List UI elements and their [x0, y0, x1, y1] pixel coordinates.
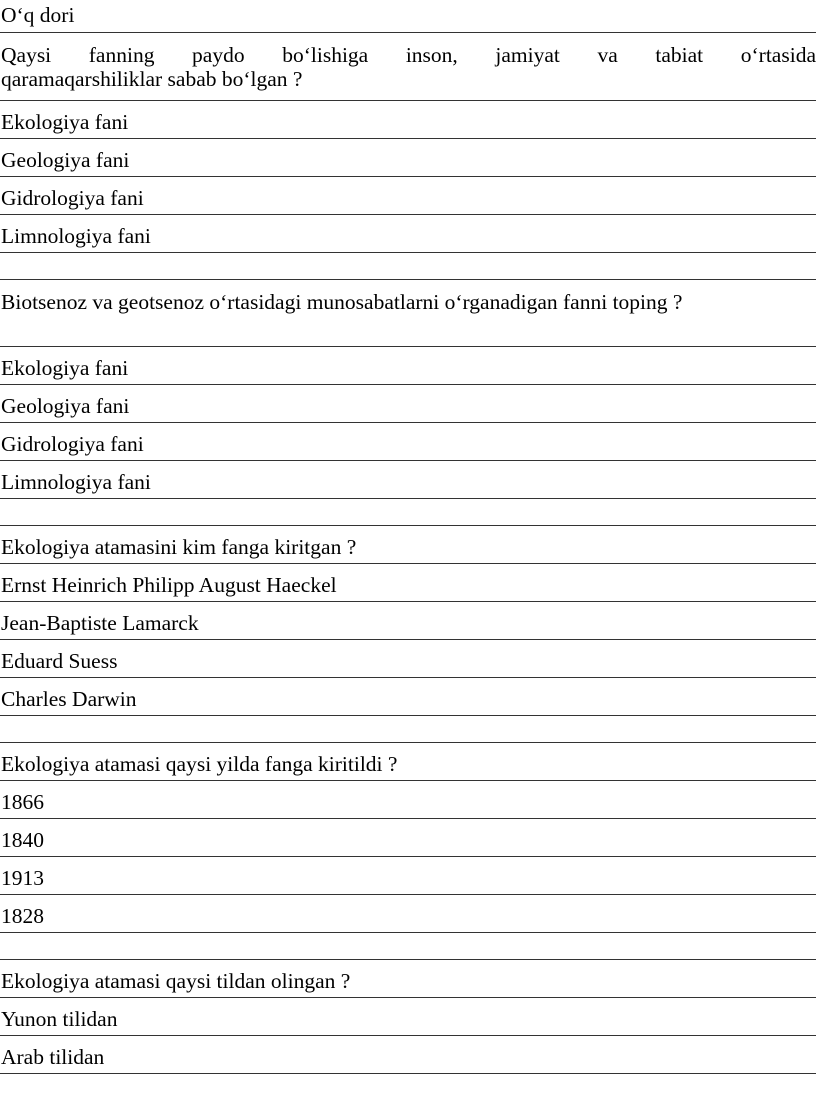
- answer-option[interactable]: [0, 895, 816, 933]
- answer-option-label: 1913: [1, 866, 44, 890]
- question-text-1-line-2: qaramaqarshiliklar sabab bo‘lgan ?: [1, 67, 303, 91]
- answer-option-label: Geologiya fani: [1, 148, 130, 172]
- answer-option[interactable]: [0, 385, 816, 423]
- answer-option[interactable]: [0, 177, 816, 215]
- spacer-row: [0, 933, 816, 960]
- answer-option-label: Arab tilidan: [1, 1045, 105, 1069]
- answer-option-label: 1840: [1, 828, 44, 852]
- answer-option-label: Ernst Heinrich Philipp August Haeckel: [1, 573, 337, 597]
- answer-option-label: Limnologiya fani: [1, 470, 151, 494]
- answer-option[interactable]: [0, 781, 816, 819]
- answer-option-label: Geologiya fani: [1, 394, 130, 418]
- answer-option-label: Gidrologiya fani: [1, 186, 144, 210]
- answer-option-label: Gidrologiya fani: [1, 432, 144, 456]
- question-row-4: [0, 743, 816, 781]
- answer-option-label: Ekologiya fani: [1, 356, 129, 380]
- answer-option-label: Yunon tilidan: [1, 1007, 118, 1031]
- question-row-5: [0, 960, 816, 998]
- answer-option-label: 1866: [1, 790, 44, 814]
- question-text-3: Ekologiya atamasini kim fanga kiritgan ?: [1, 535, 357, 559]
- answer-option[interactable]: [0, 602, 816, 640]
- answer-option[interactable]: [0, 101, 816, 139]
- answer-option[interactable]: [0, 347, 816, 385]
- question-row-2: [0, 280, 816, 347]
- answer-option-label: Limnologiya fani: [1, 224, 151, 248]
- question-text-4: Ekologiya atamasi qaysi yilda fanga kiritildi ?: [1, 752, 398, 776]
- answer-option[interactable]: [0, 678, 816, 716]
- spacer-row: [0, 499, 816, 526]
- answer-option[interactable]: [0, 423, 816, 461]
- answer-option-label: 1828: [1, 904, 44, 928]
- answer-option[interactable]: [0, 640, 816, 678]
- question-text-2: Biotsenoz va geotsenoz o‘rtasidagi munosabatlarni o‘rganadigan fanni toping ?: [1, 290, 683, 314]
- spacer-row: [0, 716, 816, 743]
- answer-option-label: Jean-Baptiste Lamarck: [1, 611, 199, 635]
- answer-option[interactable]: [0, 215, 816, 253]
- answer-option-label: Charles Darwin: [1, 687, 137, 711]
- question-text-1-line-1: Qaysi fanning paydo bo‘lishiga inson, jamiyat va tabiat o‘rtasida: [1, 43, 816, 67]
- answer-option[interactable]: [0, 998, 816, 1036]
- answer-option[interactable]: [0, 857, 816, 895]
- question-row-3: [0, 526, 816, 564]
- answer-option-label: Eduard Suess: [1, 649, 118, 673]
- answer-option[interactable]: [0, 564, 816, 602]
- spacer-row: [0, 253, 816, 280]
- question-row-1: [0, 33, 816, 101]
- answer-option[interactable]: [0, 139, 816, 177]
- answer-option[interactable]: [0, 819, 816, 857]
- question-text-5: Ekologiya atamasi qaysi tildan olingan ?: [1, 969, 351, 993]
- quiz-header-row: [0, 0, 816, 33]
- answer-option[interactable]: [0, 1036, 816, 1074]
- answer-option-label: Ekologiya fani: [1, 110, 129, 134]
- answer-option[interactable]: [0, 461, 816, 499]
- quiz-title: O‘q dori: [1, 3, 75, 27]
